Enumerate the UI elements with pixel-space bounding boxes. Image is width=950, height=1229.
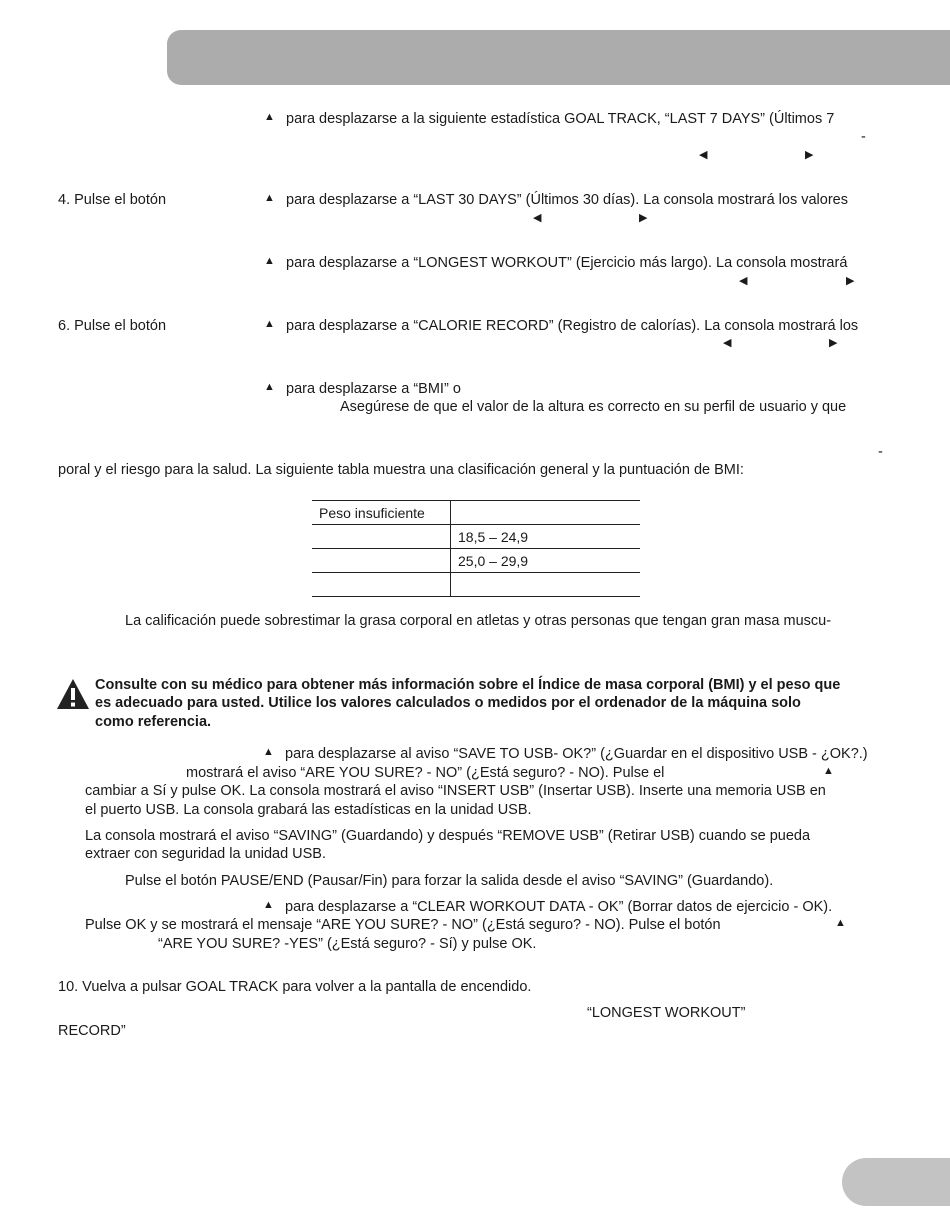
step-4-label: 4. Pulse el botón (58, 192, 167, 208)
up-arrow-icon: ▲ (264, 111, 275, 123)
up-arrow-icon: ▲ (264, 318, 275, 330)
up-arrow-icon: ▲ (835, 917, 846, 929)
warning-icon (56, 678, 90, 710)
up-arrow-icon: ▲ (823, 765, 834, 777)
text-line: para desplazarse a “LAST 30 DAYS” (Últimos 30 días). La consola mostrará los valores (286, 192, 848, 208)
warning-text: como referencia. (95, 714, 212, 730)
bmi-range: 18,5 – 24,9 (451, 525, 641, 549)
up-arrow-icon: ▲ (264, 192, 275, 204)
bmi-category (312, 525, 451, 549)
right-arrow-icon: ▶ (639, 212, 648, 224)
text-line: La consola mostrará el aviso “SAVING” (Guardando) y después “REMOVE USB” (Retirar USB) cuando se pueda (85, 828, 811, 844)
bmi-category (312, 573, 451, 597)
step-6-label: 6. Pulse el botón (58, 318, 167, 334)
warning-text: es adecuado para usted. Utilice los valores calculados o medidos por el ordenador de la máquina solo (95, 695, 801, 711)
bmi-range (451, 573, 641, 597)
step-10-text: 10. Vuelva a pulsar GOAL TRACK para volver a la pantalla de encendido. (58, 979, 532, 995)
text-line: para desplazarse a “BMI” o (286, 381, 461, 397)
text-line: RECORD” (58, 1023, 126, 1039)
bmi-range: 25,0 – 29,9 (451, 549, 641, 573)
text-line: Asegúrese de que el valor de la altura es correcto en su perfil de usuario y que (340, 399, 847, 415)
text-line: para desplazarse a “LONGEST WORKOUT” (Ejercicio más largo). La consola mostrará (286, 255, 848, 271)
text-line: Pulse OK y se mostrará el mensaje “ARE YOU SURE? - NO” (¿Está seguro? - NO). Pulse el botón (85, 917, 721, 933)
table-row (312, 501, 640, 525)
table-row (312, 573, 640, 597)
text-line: “ARE YOU SURE? -YES” (¿Está seguro? - Sí) y pulse OK. (158, 936, 537, 952)
left-arrow-icon: ◀ (739, 275, 748, 287)
text-line: poral y el riesgo para la salud. La siguiente tabla muestra una clasificación general y la puntuación de BMI: (58, 462, 744, 478)
text-line: extraer con seguridad la unidad USB. (85, 846, 327, 862)
warning-text: Consulte con su médico para obtener más información sobre el Índice de masa corporal (BMI) y el peso que (95, 677, 841, 693)
right-arrow-icon: ▶ (846, 275, 855, 287)
left-arrow-icon: ◀ (699, 149, 708, 161)
note-text: La calificación puede sobrestimar la grasa corporal en atletas y otras personas que tengan gran masa muscu- (125, 613, 832, 629)
text-line: Pulse el botón PAUSE/END (Pausar/Fin) para forzar la salida desde el aviso “SAVING” (Guardando). (125, 873, 774, 889)
table-row (312, 549, 640, 573)
text-line: el puerto USB. La consola grabará las estadísticas en la unidad USB. (85, 802, 532, 818)
bmi-category: Peso insuficiente (312, 501, 451, 525)
up-arrow-icon: ▲ (263, 746, 274, 758)
up-arrow-icon: ▲ (264, 255, 275, 267)
text-line: para desplazarse al aviso “SAVE TO USB- OK?” (¿Guardar en el dispositivo USB - ¿OK?.) (285, 746, 868, 762)
text-line: cambiar a Sí y pulse OK. La consola mostrará el aviso “INSERT USB” (Insertar USB). Inserte una memoria USB en (85, 783, 826, 799)
page-tab (842, 1158, 950, 1206)
right-arrow-icon: ▶ (805, 149, 814, 161)
text-line: para desplazarse a “CALORIE RECORD” (Registro de calorías). La consola mostrará los (286, 318, 859, 334)
hyphen: - (861, 129, 866, 145)
table-row (312, 525, 640, 549)
up-arrow-icon: ▲ (263, 899, 274, 911)
left-arrow-icon: ◀ (723, 337, 732, 349)
text-line: “LONGEST WORKOUT” (587, 1005, 746, 1021)
bmi-table (312, 500, 640, 597)
text-line: mostrará el aviso “ARE YOU SURE? - NO” (¿Está seguro? - NO). Pulse el (186, 765, 665, 781)
bmi-range (451, 501, 641, 525)
text-line: para desplazarse a la siguiente estadística GOAL TRACK, “LAST 7 DAYS” (Últimos 7 (286, 111, 835, 127)
left-arrow-icon: ◀ (533, 212, 542, 224)
right-arrow-icon: ▶ (829, 337, 838, 349)
bmi-category (312, 549, 451, 573)
header-bar (167, 30, 950, 85)
hyphen: - (878, 444, 883, 460)
up-arrow-icon: ▲ (264, 381, 275, 393)
text-line: para desplazarse a “CLEAR WORKOUT DATA - OK” (Borrar datos de ejercicio - OK). (285, 899, 833, 915)
